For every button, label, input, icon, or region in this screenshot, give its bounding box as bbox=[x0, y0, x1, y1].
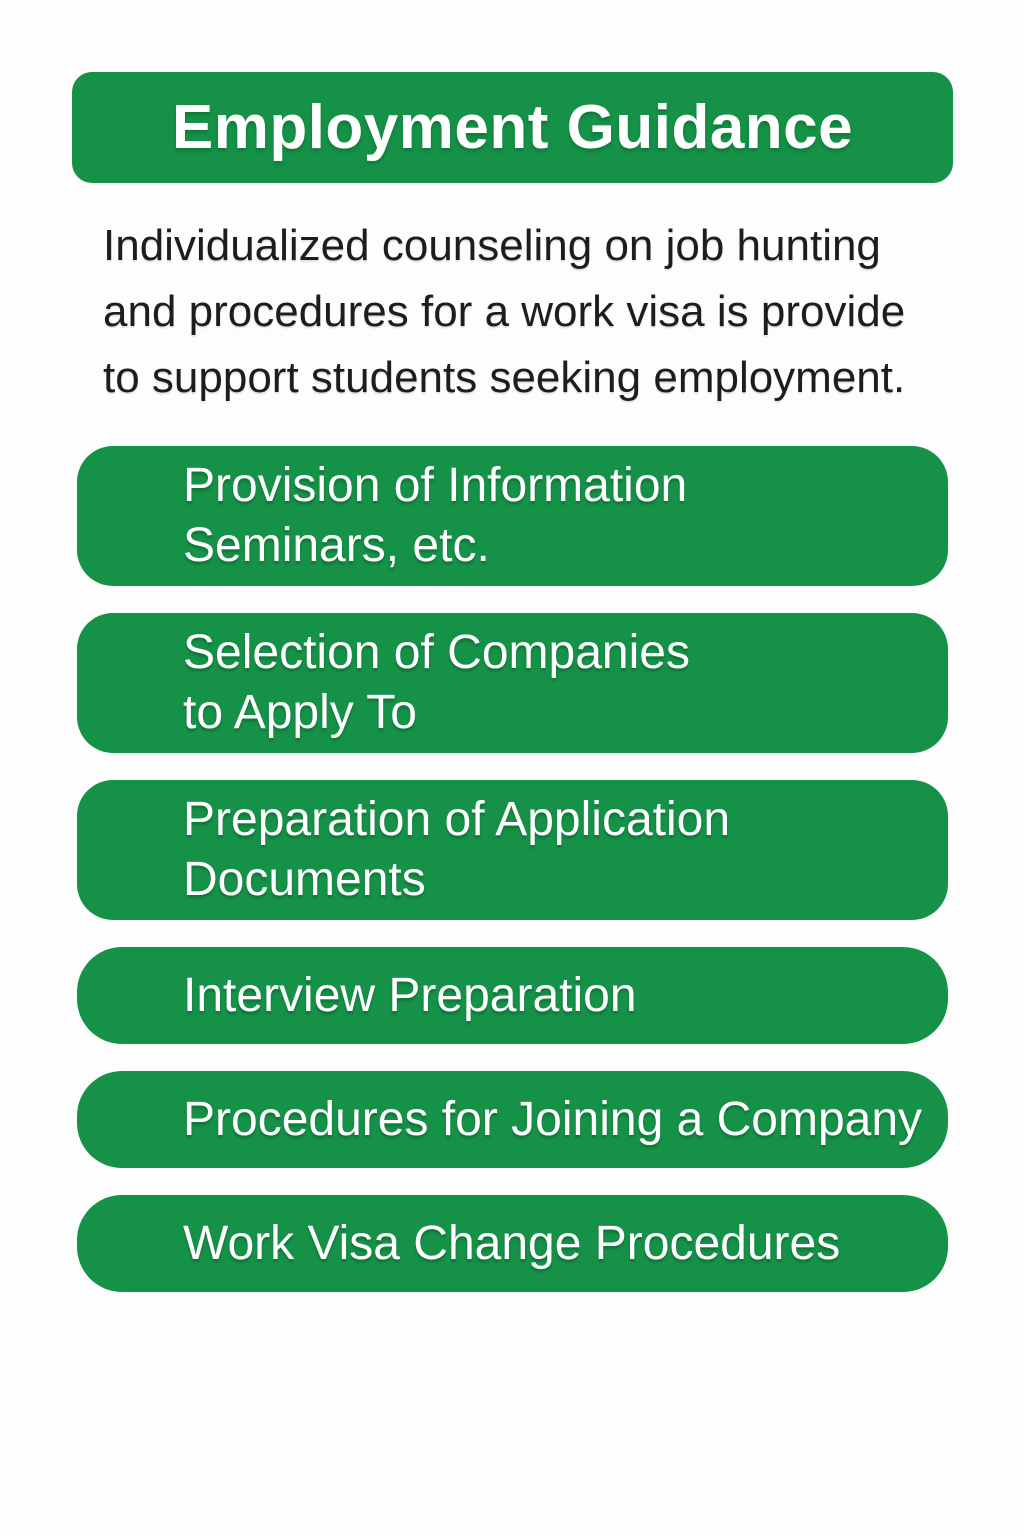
item-label: Selection of Companies bbox=[183, 626, 690, 679]
intro-paragraph bbox=[103, 213, 953, 411]
title-banner bbox=[72, 72, 953, 183]
item-information-seminars bbox=[77, 446, 948, 586]
guidance-item-list bbox=[77, 446, 948, 1319]
intro-line-2: and procedures for a work visa is provide bbox=[103, 287, 906, 336]
intro-line-3: to support students seeking employment. bbox=[103, 353, 906, 402]
item-company-selection bbox=[77, 613, 948, 753]
page-title: Employment Guidance bbox=[171, 93, 854, 162]
item-label: Interview Preparation bbox=[183, 968, 637, 1022]
item-label: Procedures for Joining a Company bbox=[183, 1092, 923, 1146]
item-label: Provision of Information bbox=[183, 459, 688, 512]
item-label: Work Visa Change Procedures bbox=[183, 1216, 841, 1270]
item-label: Preparation of Application bbox=[183, 793, 731, 846]
item-interview-preparation bbox=[77, 947, 948, 1044]
item-visa-change-procedures bbox=[77, 1195, 948, 1292]
item-application-documents bbox=[77, 780, 948, 920]
item-label: to Apply To bbox=[183, 686, 417, 739]
intro-line-1: Individualized counseling on job hunting bbox=[103, 221, 881, 270]
item-joining-procedures bbox=[77, 1071, 948, 1168]
item-label: Seminars, etc. bbox=[183, 519, 490, 572]
item-label: Documents bbox=[183, 853, 426, 906]
